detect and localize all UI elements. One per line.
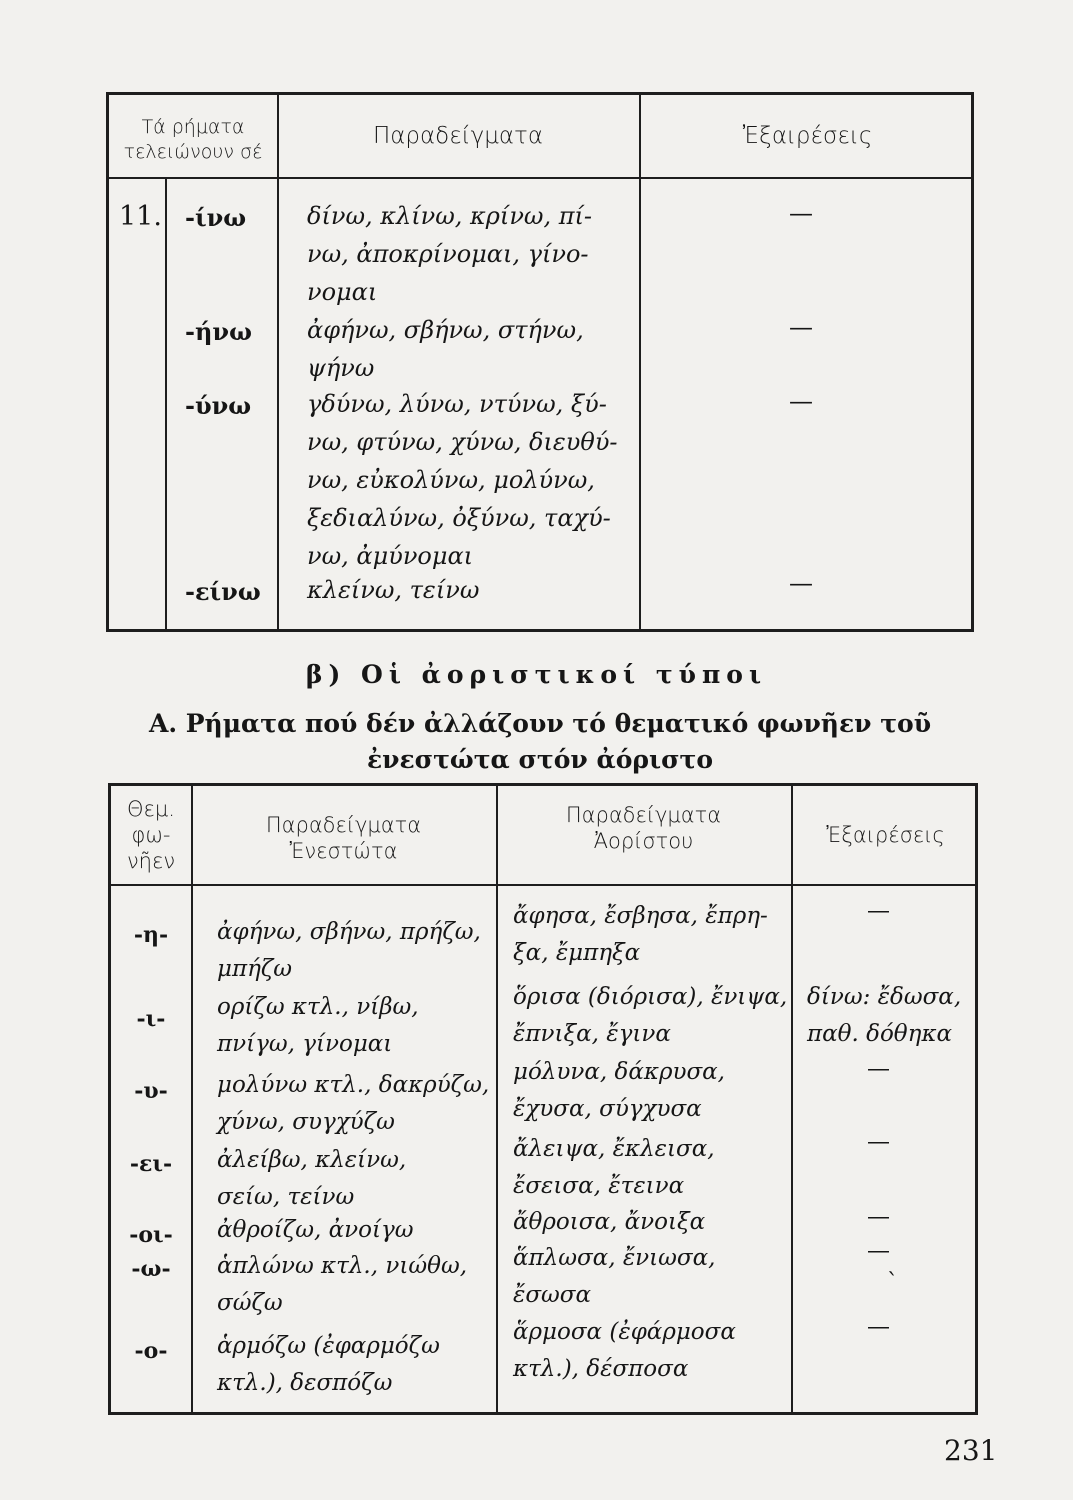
ending-ino: -ίνω: [185, 203, 247, 232]
present-omega: [217, 1248, 467, 1322]
present-eta: [217, 914, 481, 988]
column-divider: [191, 786, 193, 1412]
present-upsilon: [217, 1067, 489, 1141]
text-line: κτλ.), δεσπόζω: [217, 1370, 393, 1396]
text-line: νω, ἀμύνομαι: [307, 542, 474, 570]
text-line: ξεδιαλύνω, ὀξύνω, ταχύ-: [307, 504, 611, 532]
column-divider: [791, 786, 793, 1412]
text-line: πνίγω, γίνομαι: [217, 1031, 393, 1057]
aorist-iota: [513, 979, 787, 1053]
text-line: ἁπλώνω κτλ., νιώθω,: [217, 1253, 468, 1279]
text-line: σείω, τείνω: [217, 1184, 355, 1210]
exception-iota: [807, 979, 961, 1053]
header-aorist: [498, 802, 789, 854]
column-divider: [496, 786, 498, 1412]
text-line: ἄλειψα, ἔκλεισα,: [513, 1136, 715, 1162]
text-line: ὅρισα (διόρισα), ἔνιψα,: [513, 984, 788, 1010]
aorist-eta: [513, 898, 768, 972]
header-line: νῆεν: [126, 849, 176, 873]
row-number: 11.: [119, 201, 162, 232]
column-divider: [639, 95, 641, 629]
section-subtitle: β) Οἱ ἀοριστικοί τύποι: [305, 660, 768, 689]
header-line: Ἐνεστώτα: [289, 839, 398, 863]
text-line: ψήνω: [307, 354, 375, 382]
exception-omicron: —: [867, 1314, 890, 1340]
header-endings: Τά ρήματα τελειώνουν σέ: [123, 116, 263, 163]
text-line: ἀθροίζω, ἀνοίγω: [217, 1217, 414, 1243]
examples-ino-eta: [307, 311, 584, 387]
present-omicron: [217, 1328, 440, 1402]
aorist-omicron: [513, 1314, 736, 1388]
text-line: μολύνω κτλ., δακρύζω,: [217, 1072, 490, 1098]
exception-omega: —: [867, 1238, 890, 1264]
text-line: ἔσεισα, ἔτεινα: [513, 1173, 685, 1199]
text-line: μόλυνα, δάκρυσα,: [513, 1059, 725, 1085]
text-line: μπήζω: [217, 956, 293, 982]
examples-yno: [307, 385, 618, 575]
present-ei: [217, 1142, 406, 1216]
page-number: 231: [944, 1434, 998, 1467]
section-title: Α. Ρήματα πού δέν ἀλλάζουν τό θεματικό φωνῆεν τοῦ ἐνεστώτα στόν ἀόριστο: [148, 709, 932, 774]
text-line: κλείνω, τείνω: [307, 576, 480, 604]
vowel-ei: -ει-: [129, 1151, 173, 1177]
text-line: ἄθροισα, ἄνοιξα: [513, 1209, 706, 1235]
exception-ei: —: [867, 1129, 890, 1155]
header-line: Ἀορίστου: [593, 829, 694, 853]
text-line: χύνω, συγχύζω: [217, 1109, 395, 1135]
text-line: ορίζω κτλ., νίβω,: [217, 994, 419, 1020]
text-line: ξα, ἔμπηξα: [513, 940, 641, 966]
text-line: δίνω: ἔδωσα,: [807, 984, 962, 1010]
vowel-oi: -οι-: [129, 1222, 173, 1248]
exception-ino: —: [789, 199, 813, 227]
aorist-upsilon: [513, 1054, 725, 1128]
exception-upsilon: —: [867, 1056, 890, 1082]
exception-ino-eta: —: [789, 313, 813, 341]
aorist-oi: [513, 1204, 705, 1241]
text-line: ἔσωσα: [513, 1282, 592, 1308]
exception-eta: —: [867, 898, 890, 924]
vowel-iota: -ι-: [136, 1006, 166, 1032]
examples-eino: [307, 571, 479, 609]
header-line: Θεμ.: [127, 797, 175, 821]
vowel-eta: -η-: [133, 922, 169, 948]
exception-eino: —: [789, 569, 813, 597]
text-line: νω, ἀποκρίνομαι, γίνο-: [307, 240, 589, 268]
text-line: νομαι: [307, 278, 378, 306]
text-line: νω, φτύνω, χύνω, διευθύ-: [307, 428, 618, 456]
text-line: παθ. δόθηκα: [807, 1021, 953, 1047]
text-line: νω, εὐκολύνω, μολύνω,: [307, 466, 595, 494]
table-endings: [106, 92, 974, 632]
header-divider: [111, 884, 975, 886]
header-exceptions: Ἐξαιρέσεις: [826, 823, 945, 847]
column-divider: [165, 179, 167, 629]
text-line: ἅρμοσα (ἐφάρμοσα: [513, 1319, 736, 1345]
aorist-omega: [513, 1240, 715, 1314]
text-line: ἀλείβω, κλείνω,: [217, 1147, 407, 1173]
text-line: ἅπλωσα, ἔνιωσα,: [513, 1245, 716, 1271]
text-line: κτλ.), δέσποσα: [513, 1356, 689, 1382]
present-oi: [217, 1212, 414, 1249]
header-divider: [109, 177, 971, 179]
exception-yno: —: [789, 387, 813, 415]
header-examples: Παραδείγματα: [372, 123, 544, 149]
examples-ino: [307, 197, 592, 311]
ending-ino-eta: -ήνω: [185, 317, 252, 346]
exception-omega-mark: `: [887, 1270, 899, 1296]
header-vowel: [111, 796, 191, 874]
aorist-ei: [513, 1131, 715, 1205]
text-line: ἀφήνω, σβήνω, πρήζω,: [217, 919, 481, 945]
text-line: ἔχυσα, σύγχυσα: [513, 1096, 702, 1122]
exception-oi: —: [867, 1204, 890, 1230]
text-line: γδύνω, λύνω, ντύνω, ξύ-: [307, 390, 607, 418]
vowel-omicron: -ο-: [134, 1338, 168, 1364]
text-line: ἁρμόζω (ἐφαρμόζω: [217, 1333, 440, 1359]
text-line: σώζω: [217, 1290, 283, 1316]
present-iota: [217, 989, 419, 1063]
text-line: δίνω, κλίνω, κρίνω, πί-: [307, 202, 593, 230]
header-exceptions: Ἐξαιρέσεις: [742, 123, 873, 149]
header-line: Παραδείγματα: [565, 803, 722, 827]
ending-yno: -ύνω: [185, 391, 252, 420]
ending-eino: -είνω: [185, 577, 261, 606]
text-line: ἄφησα, ἔσβησα, ἔπρη-: [513, 903, 768, 929]
header-present: [193, 812, 494, 864]
header-line: φω-: [131, 823, 171, 847]
header-line: Παραδείγματα: [265, 813, 422, 837]
table-aorist: [108, 783, 978, 1415]
vowel-upsilon: -υ-: [134, 1078, 168, 1104]
text-line: ἔπνιξα, ἔγινα: [513, 1021, 671, 1047]
text-line: ἀφήνω, σβήνω, στήνω,: [307, 316, 584, 344]
column-divider: [277, 95, 279, 629]
vowel-omega: -ω-: [131, 1256, 171, 1282]
